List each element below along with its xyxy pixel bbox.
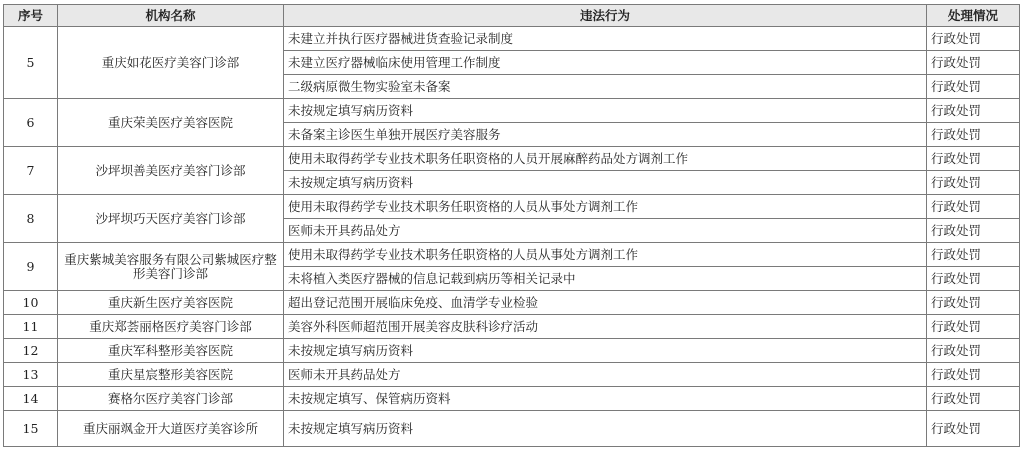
violation-text: 未建立并执行医疗器械进货查验记录制度 (284, 27, 927, 51)
violation-text: 二级病原微生物实验室未备案 (284, 75, 927, 99)
table-row (4, 195, 1020, 219)
institution-name: 重庆如花医疗美容门诊部 (58, 27, 284, 99)
result-text: 行政处罚 (927, 123, 1020, 147)
institution-name: 重庆星宸整形美容医院 (58, 363, 284, 387)
institution-name: 沙坪坝善美医疗美容门诊部 (58, 147, 284, 195)
header-result: 处理情况 (927, 5, 1020, 27)
violation-text: 未将植入类医疗器械的信息记载到病历等相关记录中 (284, 267, 927, 291)
record-number: 8 (4, 195, 58, 243)
result-text: 行政处罚 (927, 387, 1020, 411)
result-text: 行政处罚 (927, 51, 1020, 75)
record-number: 7 (4, 147, 58, 195)
record-number: 12 (4, 339, 58, 363)
table-row (4, 363, 1020, 387)
result-text: 行政处罚 (927, 243, 1020, 267)
violation-text: 医师未开具药品处方 (284, 363, 927, 387)
institution-name: 重庆新生医疗美容医院 (58, 291, 284, 315)
result-text: 行政处罚 (927, 315, 1020, 339)
result-text: 行政处罚 (927, 339, 1020, 363)
result-text: 行政处罚 (927, 27, 1020, 51)
violation-text: 未按规定填写病历资料 (284, 171, 927, 195)
violation-text: 使用未取得药学专业技术职务任职资格的人员从事处方调剂工作 (284, 195, 927, 219)
record-number: 15 (4, 411, 58, 447)
violation-text: 使用未取得药学专业技术职务任职资格的人员从事处方调剂工作 (284, 243, 927, 267)
header-row (4, 5, 1020, 27)
result-text: 行政处罚 (927, 171, 1020, 195)
institution-name: 赛格尔医疗美容门诊部 (58, 387, 284, 411)
record-number: 9 (4, 243, 58, 291)
institution-name: 重庆荣美医疗美容医院 (58, 99, 284, 147)
record-number: 11 (4, 315, 58, 339)
header-institution-name: 机构名称 (58, 5, 284, 27)
violation-text: 使用未取得药学专业技术职务任职资格的人员开展麻醉药品处方调剂工作 (284, 147, 927, 171)
violation-text: 未按规定填写、保管病历资料 (284, 387, 927, 411)
record-number: 10 (4, 291, 58, 315)
record-number: 6 (4, 99, 58, 147)
violation-text: 未按规定填写病历资料 (284, 99, 927, 123)
table-row (4, 339, 1020, 363)
violation-text: 未按规定填写病历资料 (284, 411, 927, 447)
table-row (4, 27, 1020, 51)
result-text: 行政处罚 (927, 147, 1020, 171)
record-number: 14 (4, 387, 58, 411)
result-text: 行政处罚 (927, 267, 1020, 291)
table-body (4, 27, 1020, 447)
table-row (4, 315, 1020, 339)
result-text: 行政处罚 (927, 363, 1020, 387)
result-text: 行政处罚 (927, 99, 1020, 123)
institution-name: 重庆郑荟丽格医疗美容门诊部 (58, 315, 284, 339)
violation-text: 超出登记范围开展临床免疫、血清学专业检验 (284, 291, 927, 315)
table-row (4, 99, 1020, 123)
record-number: 13 (4, 363, 58, 387)
institution-name: 重庆丽飒金开大道医疗美容诊所 (58, 411, 284, 447)
result-text: 行政处罚 (927, 75, 1020, 99)
table-row (4, 411, 1020, 447)
result-text: 行政处罚 (927, 291, 1020, 315)
header-violation: 违法行为 (284, 5, 927, 27)
violation-text: 未备案主诊医生单独开展医疗美容服务 (284, 123, 927, 147)
table-row (4, 387, 1020, 411)
record-number: 5 (4, 27, 58, 99)
result-text: 行政处罚 (927, 219, 1020, 243)
header-no: 序号 (4, 5, 58, 27)
institution-name: 重庆紫城美容服务有限公司紫城医疗整形美容门诊部 (58, 243, 284, 291)
institution-name: 沙坪坝巧天医疗美容门诊部 (58, 195, 284, 243)
institution-name: 重庆军科整形美容医院 (58, 339, 284, 363)
violations-table (3, 4, 1020, 447)
violation-text: 未建立医疗器械临床使用管理工作制度 (284, 51, 927, 75)
violation-text: 未按规定填写病历资料 (284, 339, 927, 363)
result-text: 行政处罚 (927, 411, 1020, 447)
violation-text: 医师未开具药品处方 (284, 219, 927, 243)
result-text: 行政处罚 (927, 195, 1020, 219)
table-row (4, 147, 1020, 171)
table-row (4, 291, 1020, 315)
violation-text: 美容外科医师超范围开展美容皮肤科诊疗活动 (284, 315, 927, 339)
table-row (4, 243, 1020, 267)
